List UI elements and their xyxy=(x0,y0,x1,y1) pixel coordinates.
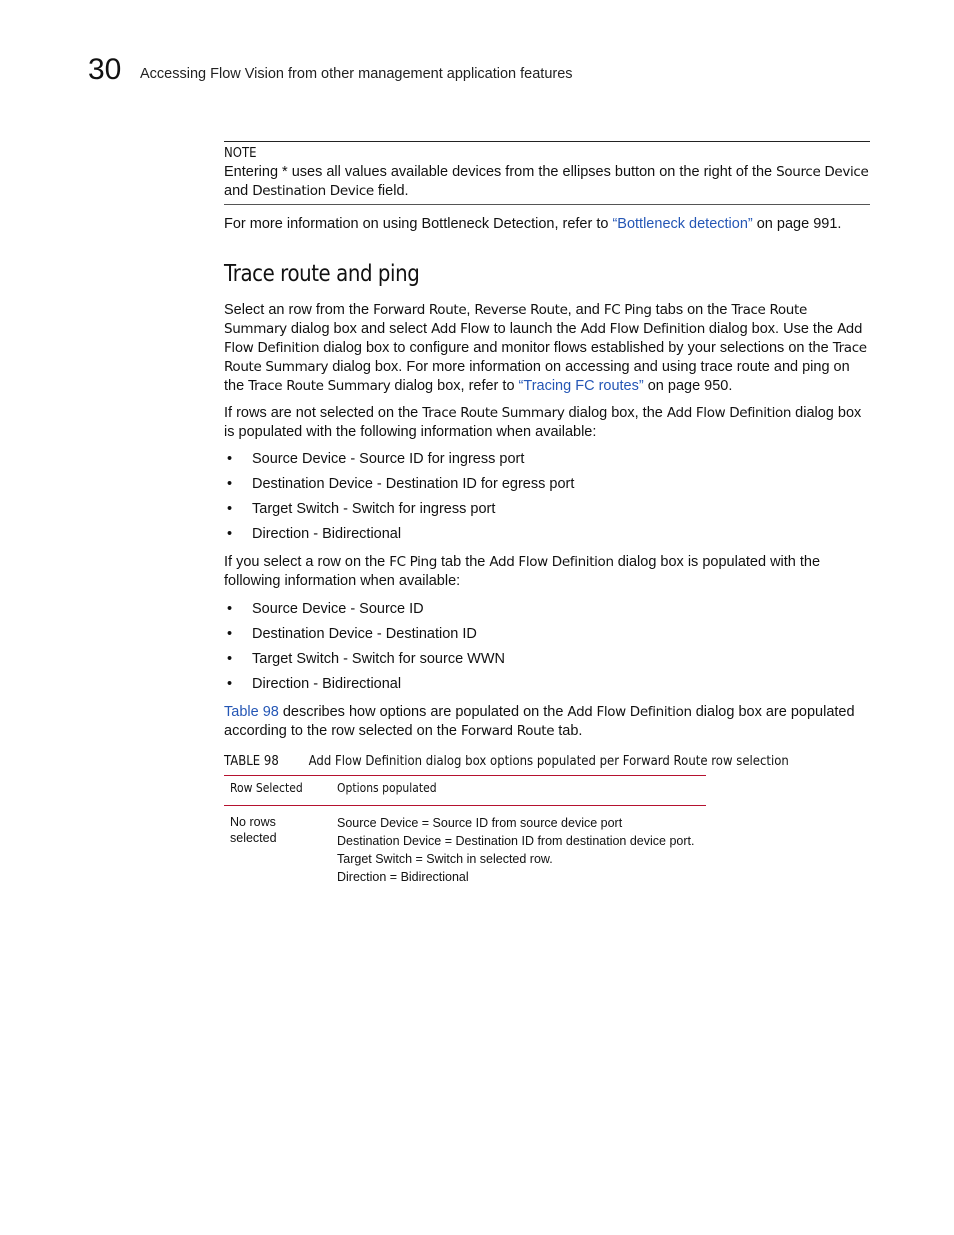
list-item: • Destination Device - Destination ID for egress port xyxy=(224,475,870,500)
text-segment: If rows are not selected on the xyxy=(224,405,423,421)
ui-term-add-flow-definition: Add Flow Definition xyxy=(567,704,692,720)
note-text-segment: Entering * uses all values available devices from the ellipses button on the right of the xyxy=(224,164,777,180)
column-header-row-selected: Row Selected xyxy=(230,781,303,795)
table-header-row xyxy=(224,776,706,805)
list-item: • Source Device - Source ID for ingress port xyxy=(224,450,870,475)
ui-term-add-flow: Add Flow xyxy=(431,321,490,337)
text-segment: dialog box to configure and monitor flows established by your selections on the xyxy=(319,340,833,356)
text-segment: dialog box, the xyxy=(564,405,667,421)
ui-term-trace-route-summary: Trace Route Summary xyxy=(248,378,391,394)
ui-term-add-flow-definition: Add Flow Definition xyxy=(666,405,792,421)
note-text xyxy=(224,163,870,201)
ui-term-forward-route: Forward Route xyxy=(460,723,555,739)
text-segment: tabs on the xyxy=(651,302,732,318)
tracing-fc-routes-link[interactable]: “Tracing FC routes” xyxy=(518,378,644,394)
text-segment: dialog box, refer to xyxy=(390,378,519,394)
text-segment: to launch the xyxy=(489,321,581,337)
paragraph-table-reference xyxy=(224,703,870,741)
ui-term-fc-ping: FC Ping xyxy=(603,302,652,318)
text-segment: tab the xyxy=(437,554,490,570)
ui-term-fc-ping: FC Ping xyxy=(389,554,437,570)
note-label: NOTE xyxy=(224,146,257,161)
list-item: • Destination Device - Destination ID xyxy=(224,625,870,650)
list-item: • Direction - Bidirectional xyxy=(224,675,870,700)
ui-term-add-flow-definition: Add Flow Definition xyxy=(224,321,863,356)
text-segment: describes how options are populated on the xyxy=(278,704,568,720)
note-block xyxy=(224,144,870,201)
bottleneck-paragraph xyxy=(224,215,870,234)
ui-term-source-device: Source Device xyxy=(776,164,869,180)
note-text-segment: field. xyxy=(373,183,409,199)
text-segment: on page 991. xyxy=(752,216,842,232)
chapter-title: Accessing Flow Vision from other management application features xyxy=(140,66,573,82)
text-segment: dialog box are populated according to the row selected on the xyxy=(224,704,855,739)
note-text-segment: and xyxy=(224,183,253,199)
column-header-options-populated: Options populated xyxy=(337,781,437,795)
table-caption xyxy=(224,753,789,771)
text-segment: For more information on using Bottleneck Detection, refer to xyxy=(224,216,613,232)
option-line: Destination Device = Destination ID from destination device port. xyxy=(337,834,695,848)
section-heading: Trace route and ping xyxy=(224,261,420,287)
option-line: Direction = Bidirectional xyxy=(337,870,469,884)
list-item: • Source Device - Source ID xyxy=(224,600,870,625)
options-table xyxy=(224,775,706,896)
list-item: • Target Switch - Switch for source WWN xyxy=(224,650,870,675)
list-item: • Direction - Bidirectional xyxy=(224,525,870,550)
chapter-number: 30 xyxy=(88,53,122,86)
text-segment: dialog box and select xyxy=(286,321,432,337)
text-segment: If you select a row on the xyxy=(224,554,390,570)
paragraph-fc-ping xyxy=(224,553,870,591)
text-segment: dialog box is populated with the following information when available: xyxy=(224,554,821,589)
text-segment: dialog box. For more information on accessing and using trace route and ping on the xyxy=(224,359,850,394)
ui-term-trace-route-summary: Trace Route Summary xyxy=(224,340,867,375)
note-top-rule xyxy=(224,141,870,142)
cell-options-populated xyxy=(337,814,709,886)
bullet-list-no-rows xyxy=(224,450,870,550)
table-caption-title: Add Flow Definition dialog box options populated per Forward Route row selection xyxy=(308,754,789,769)
ui-term-forward-route: Forward Route xyxy=(373,302,467,318)
option-line: Target Switch = Switch in selected row. xyxy=(337,852,553,866)
bottleneck-detection-link[interactable]: “Bottleneck detection” xyxy=(612,216,753,232)
ui-term-trace-route-summary: Trace Route Summary xyxy=(422,405,565,421)
text-segment: dialog box. Use the xyxy=(704,321,838,337)
paragraph-trace-route-intro xyxy=(224,301,870,396)
list-item: • Target Switch - Switch for ingress port xyxy=(224,500,870,525)
table-row xyxy=(224,806,706,896)
ui-term-add-flow-definition: Add Flow Definition xyxy=(489,554,614,570)
ui-term-add-flow-definition: Add Flow Definition xyxy=(580,321,705,337)
option-line: Source Device = Source ID from source device port xyxy=(337,816,623,830)
table-caption-number: TABLE 98 xyxy=(224,754,279,769)
ui-term-reverse-route: Reverse Route xyxy=(474,302,568,318)
paragraph-no-rows xyxy=(224,404,870,442)
text-segment: Select an row from the xyxy=(224,302,374,318)
text-segment: , xyxy=(466,302,475,318)
text-segment: , and xyxy=(567,302,604,318)
table-98-link[interactable]: Table 98 xyxy=(224,704,279,720)
bullet-list-fc-ping xyxy=(224,600,870,700)
text-segment: dialog box is populated with the following information when available: xyxy=(224,405,862,440)
note-bottom-rule xyxy=(224,204,870,205)
cell-row-selected: No rows selected xyxy=(230,815,277,845)
text-segment: on page 950. xyxy=(643,378,733,394)
ui-term-destination-device: Destination Device xyxy=(252,183,374,199)
ui-term-trace-route-summary: Trace Route Summary xyxy=(224,302,807,337)
text-segment: tab. xyxy=(554,723,583,739)
